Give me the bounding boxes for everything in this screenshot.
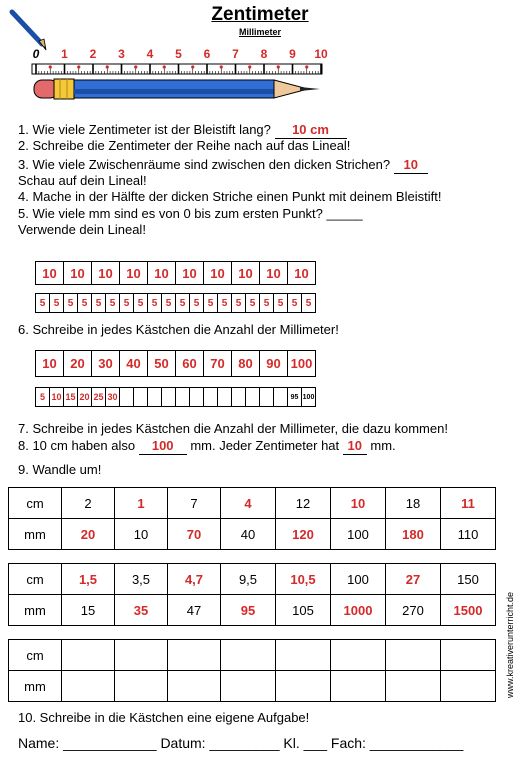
ruler-dot bbox=[163, 65, 166, 68]
question-3 bbox=[18, 157, 428, 174]
box-cell: 5 bbox=[119, 293, 134, 313]
box-cell bbox=[259, 387, 274, 407]
table-cell: 7 bbox=[168, 488, 221, 519]
table-cell bbox=[115, 640, 168, 671]
box-cell: 40 bbox=[119, 350, 148, 377]
table-cell: 100 bbox=[331, 564, 386, 595]
box-cell: 10 bbox=[231, 261, 260, 285]
question-10: 10. Schreibe in die Kästchen eine eigene Aufgabe! bbox=[18, 710, 310, 725]
table-row bbox=[9, 595, 496, 626]
box-cell bbox=[147, 387, 162, 407]
question-9: 9. Wandle um! bbox=[18, 462, 102, 477]
box-cell: 5 bbox=[273, 293, 288, 313]
box-cell: 100 bbox=[287, 350, 316, 377]
question-8-answer-1: 100 bbox=[139, 438, 187, 455]
question-8-text-a: 8. 10 cm haben also bbox=[18, 438, 139, 453]
table-row bbox=[9, 564, 496, 595]
box-cell: 95 bbox=[287, 387, 302, 407]
question-1-answer: 10 cm bbox=[275, 122, 347, 139]
table-cell: 35 bbox=[115, 595, 168, 626]
question-7: 7. Schreibe in jedes Kästchen die Anzahl der Millimeter, die dazu kommen! bbox=[18, 421, 448, 436]
ruler-label: 6 bbox=[203, 47, 211, 61]
table-cell: 27 bbox=[386, 564, 441, 595]
table-cell: 11 bbox=[441, 488, 496, 519]
question-1 bbox=[18, 122, 347, 139]
box-cell: 10 bbox=[49, 387, 64, 407]
ruler-label: 4 bbox=[146, 47, 154, 61]
ruler-dot bbox=[49, 65, 52, 68]
table-row bbox=[9, 519, 496, 550]
table-cell bbox=[168, 671, 221, 702]
ruler-dot bbox=[134, 65, 137, 68]
ruler-dot bbox=[305, 65, 308, 68]
table-cell: 40 bbox=[221, 519, 276, 550]
box-cell: 5 bbox=[63, 293, 78, 313]
table-cell: 9,5 bbox=[221, 564, 276, 595]
box-cell: 10 bbox=[91, 261, 120, 285]
box-cell: 60 bbox=[175, 350, 204, 377]
box-cell: 10 bbox=[175, 261, 204, 285]
box-cell: 5 bbox=[203, 293, 218, 313]
box-cell: 5 bbox=[189, 293, 204, 313]
table-cell: 100 bbox=[331, 519, 386, 550]
question-5: 5. Wie viele mm sind es von 0 bis zum ersten Punkt? _____ bbox=[18, 206, 363, 221]
table-cell bbox=[441, 671, 496, 702]
question-8-text-c: mm. bbox=[366, 438, 396, 453]
ruler-label: 10 bbox=[314, 47, 328, 61]
ruler-dot bbox=[106, 65, 109, 68]
question-5-hint: Verwende dein Lineal! bbox=[18, 222, 146, 237]
website-credit: www.kreativerunterricht.de bbox=[505, 591, 515, 698]
cumulative-cm-row bbox=[36, 350, 316, 377]
ruler-label: 0 bbox=[32, 47, 40, 61]
footer-fields: Name: ____________ Datum: _________ Kl. ___ Fach: ____________ bbox=[18, 735, 464, 751]
ruler-label: 7 bbox=[232, 47, 239, 61]
box-cell: 5 bbox=[217, 293, 232, 313]
box-cell: 25 bbox=[91, 387, 106, 407]
box-cell: 70 bbox=[203, 350, 232, 377]
question-3-answer: 10 bbox=[394, 157, 428, 174]
table-cell bbox=[331, 671, 386, 702]
table-cell bbox=[331, 640, 386, 671]
table-cell: 180 bbox=[386, 519, 441, 550]
box-cell: 10 bbox=[287, 261, 316, 285]
table-cell: 150 bbox=[441, 564, 496, 595]
question-8 bbox=[18, 438, 396, 455]
box-cell: 10 bbox=[35, 350, 64, 377]
question-6: 6. Schreibe in jedes Kästchen die Anzahl der Millimeter! bbox=[18, 322, 339, 337]
table-cell: 4 bbox=[221, 488, 276, 519]
box-cell: 15 bbox=[63, 387, 78, 407]
question-8-answer-2: 10 bbox=[343, 438, 367, 455]
box-cell: 5 bbox=[133, 293, 148, 313]
box-cell: 10 bbox=[63, 261, 92, 285]
box-cell: 100 bbox=[301, 387, 316, 407]
ruler-label: 8 bbox=[260, 47, 268, 61]
box-cell: 20 bbox=[63, 350, 92, 377]
box-cell: 10 bbox=[203, 261, 232, 285]
ruler-dot bbox=[277, 65, 280, 68]
table-row bbox=[9, 488, 496, 519]
ruler-label: 9 bbox=[289, 47, 296, 61]
table-cell bbox=[62, 671, 115, 702]
box-cell bbox=[245, 387, 260, 407]
box-cell bbox=[189, 387, 204, 407]
table-cell: 2 bbox=[62, 488, 115, 519]
box-cell: 10 bbox=[147, 261, 176, 285]
box-cell: 30 bbox=[91, 350, 120, 377]
question-1-text: 1. Wie viele Zentimeter ist der Bleistift lang? bbox=[18, 122, 275, 137]
table-cell: 20 bbox=[62, 519, 115, 550]
table-cell bbox=[221, 671, 276, 702]
box-cell bbox=[273, 387, 288, 407]
table-cell: 47 bbox=[168, 595, 221, 626]
box-cell bbox=[203, 387, 218, 407]
box-cell: 50 bbox=[147, 350, 176, 377]
question-3-text: 3. Wie viele Zwischenräume sind zwischen den dicken Strichen? bbox=[18, 157, 394, 172]
box-cell: 80 bbox=[231, 350, 260, 377]
fives-row bbox=[36, 293, 316, 313]
question-3-hint: Schau auf dein Lineal! bbox=[18, 173, 147, 188]
box-cell bbox=[231, 387, 246, 407]
table-cell: 10 bbox=[115, 519, 168, 550]
box-cell: 20 bbox=[77, 387, 92, 407]
box-cell bbox=[161, 387, 176, 407]
box-cell: 10 bbox=[119, 261, 148, 285]
question-4: 4. Mache in der Hälfte der dicken Striche einen Punkt mit deinem Bleistift! bbox=[18, 189, 442, 204]
table-cell: 12 bbox=[276, 488, 331, 519]
ruler-dot bbox=[248, 65, 251, 68]
ruler-dot bbox=[191, 65, 194, 68]
box-cell bbox=[119, 387, 134, 407]
ruler-dot bbox=[220, 65, 223, 68]
pencil-image bbox=[30, 76, 330, 104]
unit-label: mm bbox=[9, 519, 62, 550]
box-cell: 5 bbox=[231, 293, 246, 313]
table-cell: 110 bbox=[441, 519, 496, 550]
page-title: Zentimeter bbox=[211, 4, 309, 25]
table-cell bbox=[221, 640, 276, 671]
box-cell: 5 bbox=[287, 293, 302, 313]
ruler-label: 1 bbox=[61, 47, 68, 61]
box-cell: 5 bbox=[175, 293, 190, 313]
table-row bbox=[9, 640, 496, 671]
box-cell: 5 bbox=[49, 293, 64, 313]
box-cell: 5 bbox=[91, 293, 106, 313]
conversion-table-1 bbox=[8, 487, 496, 550]
table-cell: 270 bbox=[386, 595, 441, 626]
box-cell: 30 bbox=[105, 387, 120, 407]
table-cell bbox=[168, 640, 221, 671]
box-cell: 5 bbox=[147, 293, 162, 313]
box-cell: 5 bbox=[77, 293, 92, 313]
table-cell: 1500 bbox=[441, 595, 496, 626]
box-cell: 90 bbox=[259, 350, 288, 377]
table-cell bbox=[276, 671, 331, 702]
table-cell: 10 bbox=[331, 488, 386, 519]
unit-label: cm bbox=[9, 564, 62, 595]
table-cell: 15 bbox=[62, 595, 115, 626]
box-cell: 5 bbox=[161, 293, 176, 313]
table-row bbox=[9, 671, 496, 702]
cumulative-mm-row bbox=[36, 387, 316, 407]
table-cell: 120 bbox=[276, 519, 331, 550]
box-cell: 5 bbox=[35, 387, 50, 407]
table-cell: 3,5 bbox=[115, 564, 168, 595]
ruler-dot bbox=[77, 65, 80, 68]
page-subtitle: Millimeter bbox=[238, 27, 281, 37]
table-cell: 1 bbox=[115, 488, 168, 519]
table-cell: 1,5 bbox=[62, 564, 115, 595]
ruler-label: 3 bbox=[118, 47, 125, 61]
question-2: 2. Schreibe die Zentimeter der Reihe nach auf das Lineal! bbox=[18, 138, 351, 153]
unit-label: cm bbox=[9, 640, 62, 671]
box-cell bbox=[175, 387, 190, 407]
conversion-table-2 bbox=[8, 563, 496, 626]
box-cell: 5 bbox=[301, 293, 316, 313]
table-cell: 1000 bbox=[331, 595, 386, 626]
box-cell bbox=[133, 387, 148, 407]
unit-label: cm bbox=[9, 488, 62, 519]
unit-label: mm bbox=[9, 595, 62, 626]
box-cell: 5 bbox=[105, 293, 120, 313]
table-cell: 105 bbox=[276, 595, 331, 626]
box-cell: 5 bbox=[245, 293, 260, 313]
box-cell: 5 bbox=[35, 293, 50, 313]
box-cell: 10 bbox=[35, 261, 64, 285]
tens-row bbox=[36, 261, 316, 285]
box-cell: 10 bbox=[259, 261, 288, 285]
table-cell bbox=[441, 640, 496, 671]
table-cell bbox=[386, 640, 441, 671]
table-cell: 10,5 bbox=[276, 564, 331, 595]
table-cell: 70 bbox=[168, 519, 221, 550]
table-cell: 95 bbox=[221, 595, 276, 626]
ruler-label: 2 bbox=[89, 47, 97, 61]
table-cell bbox=[386, 671, 441, 702]
conversion-table-3 bbox=[8, 639, 496, 702]
ruler-label: 5 bbox=[175, 47, 182, 61]
table-cell bbox=[62, 640, 115, 671]
box-cell: 5 bbox=[259, 293, 274, 313]
ruler bbox=[30, 44, 330, 80]
table-cell bbox=[276, 640, 331, 671]
table-cell: 4,7 bbox=[168, 564, 221, 595]
box-cell bbox=[217, 387, 232, 407]
question-8-text-b: mm. Jeder Zentimeter hat bbox=[186, 438, 343, 453]
table-cell bbox=[115, 671, 168, 702]
table-cell: 18 bbox=[386, 488, 441, 519]
unit-label: mm bbox=[9, 671, 62, 702]
